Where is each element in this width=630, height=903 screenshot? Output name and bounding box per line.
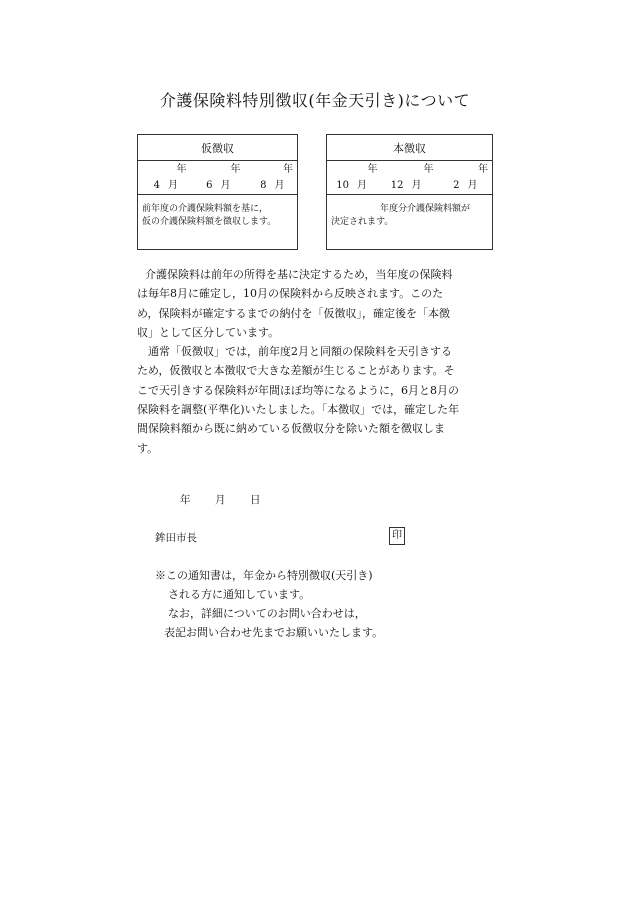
month-value: 2 (453, 180, 460, 191)
mayor-title: 鉾田市長 (155, 532, 197, 544)
official-seal-mark: 印 (389, 527, 405, 545)
year-label: 年 (176, 164, 187, 175)
final-collection-box (326, 134, 493, 250)
explanation-text (137, 265, 462, 458)
provisional-date-cell (245, 161, 298, 195)
final-date-cell (327, 161, 382, 195)
notice-line: なお，詳細についてのお問い合わせは， (168, 607, 366, 620)
month-unit: 月 (220, 180, 231, 191)
month-unit: 月 (168, 180, 178, 191)
month-value: 4 (153, 180, 160, 191)
date-year-label: 年 (180, 494, 191, 506)
page-title: 介護保険料特別徴収(年金天引き)について (159, 91, 471, 110)
provisional-date-cell (138, 161, 191, 195)
year-label: 年 (367, 164, 378, 175)
date-month-label: 月 (215, 494, 226, 506)
provisional-note (138, 195, 298, 250)
notice-block (155, 566, 383, 642)
final-note (327, 195, 493, 250)
year-label: 年 (478, 164, 489, 175)
month-unit: 月 (411, 180, 422, 191)
month-unit: 月 (274, 180, 285, 191)
month-value: 12 (390, 180, 404, 191)
year-label: 年 (283, 164, 294, 175)
explanation-paragraph: 通常「仮徴収」では，前年度2月と同額の保険料を天引きするため，仮徴収と本徴収で大きな差額が生じることがあります。そこで天引きする保険料が年間ほぼ均等になるように，6月と8月の保険料を調整(平準化)いたしました。「本徴収」では，確定した年間保険料額から既に納めている仮徴収分を除いた額を徴収します。 (137, 345, 460, 455)
notice-line: ※この通知書は，年金から特別徴収(天引き) (155, 569, 373, 582)
notice-line: される方に通知しています。 (168, 588, 311, 601)
month-value: 10 (336, 180, 349, 191)
month-value: 8 (260, 180, 267, 191)
final-date-cell (438, 161, 493, 195)
month-value: 6 (206, 180, 213, 191)
notice-line: 表記お問い合わせ先までお願いいたします。 (164, 626, 384, 639)
explanation-paragraph: 介護保険料は前年の所得を基に決定するため，当年度の保険料は毎年8月に確定し，10月の保険料から反映されます。このため，保険料が確定するまでの納付を「仮徴収」，確定後を「本徴収」として区分しています。 (137, 268, 453, 339)
final-note-line: 決定されます。 (331, 217, 394, 227)
final-header: 本徴収 (327, 135, 493, 161)
month-unit: 月 (357, 180, 367, 191)
year-label: 年 (230, 164, 241, 175)
provisional-note-line: 仮の介護保険料額を徴収します。 (142, 217, 277, 227)
month-unit: 月 (467, 180, 478, 191)
final-date-cell (382, 161, 438, 195)
provisional-note-line: 前年度の介護保険料額を基に， (142, 204, 269, 214)
year-label: 年 (423, 164, 434, 175)
provisional-header: 仮徴収 (138, 135, 298, 161)
date-day-label: 日 (250, 494, 261, 506)
final-note-line: 年度分介護保険料額が (380, 204, 471, 214)
provisional-collection-box (137, 134, 298, 250)
provisional-date-cell (191, 161, 245, 195)
